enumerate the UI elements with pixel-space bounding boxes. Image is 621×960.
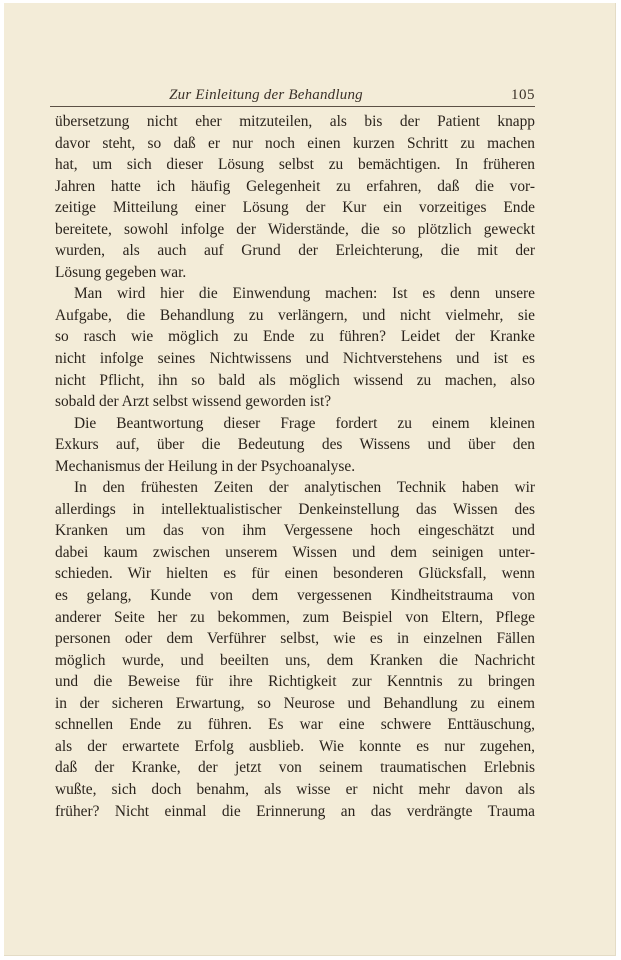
text-line: Man wird hier die Einwendung machen: Ist es denn unsere (74, 285, 535, 303)
text-line: dabei kaum zwischen unserem Wissen und dem seinigen unter- (55, 543, 535, 561)
text-line: so rasch wie möglich zu Ende zu führen? Leidet der Kranke (55, 328, 535, 346)
text-line: Mechanismus der Heilung in der Psychoanalyse. (55, 457, 356, 475)
text-line: sobald der Arzt selbst wissend geworden ist? (55, 393, 332, 411)
text-line: als der erwartete Erfolg ausblieb. Wie konnte es nur zugehen, (55, 737, 535, 755)
text-line: daß der Kranke, der jetzt von seinem traumatischen Erlebnis (55, 759, 535, 777)
text-line: hat, um sich dieser Lösung selbst zu bemächtigen. In früheren (55, 156, 535, 174)
text-line: nicht Pflicht, ihn so bald als möglich wissend zu machen, also (55, 371, 535, 389)
text-line: wußte, sich doch benahm, als wisse er nicht mehr davon als (55, 780, 535, 798)
text-line: personen oder dem Verführer selbst, wie es in einzelnen Fällen (55, 630, 535, 648)
text-line: zeitige Mitteilung einer Lösung der Kur ein vorzeitiges Ende (55, 199, 535, 217)
text-line: Kranken um das von ihm Vergessene hoch eingeschätzt und (55, 522, 535, 540)
text-line: möglich wurde, und beeilten uns, dem Kranken die Nachricht (55, 651, 535, 669)
text-line: früher? Nicht einmal die Erinnerung an das verdrängte Trauma (55, 802, 535, 820)
text-line: anderer Seite her zu bekommen, zum Beispiel von Eltern, Pflege (55, 608, 535, 626)
text-line: Lösung gegeben war. (55, 263, 187, 281)
text-line: übersetzung nicht eher mitzuteilen, als bis der Patient knapp (55, 113, 535, 130)
text-line: es gelang, Kunde von dem vergessenen Kindheitstrauma von (55, 587, 535, 605)
text-line: Aufgabe, die Behandlung zu verlängern, und nicht vielmehr, sie (55, 306, 535, 324)
header-rule (50, 106, 535, 107)
body-text (55, 111, 535, 822)
text-line: In den frühesten Zeiten der analytischen Technik haben wir (74, 479, 535, 497)
text-line: wurden, als auch auf Grund der Erleichterung, die mit der (55, 242, 535, 260)
text-line: und die Beweise für ihre Richtigkeit zur Kenntnis zu bringen (55, 673, 535, 691)
text-line: allerdings in intellektualistischer Denkeinstellung das Wissen des (55, 500, 535, 518)
running-head (50, 85, 535, 107)
text-line: schieden. Wir hielten es für einen besonderen Glücksfall, wenn (55, 565, 535, 583)
running-head-title: Zur Einleitung der Behandlung (169, 87, 363, 103)
text-line: nicht infolge seines Nichtwissens und Nichtverstehens und ist es (55, 350, 535, 368)
text-line: davor steht, so daß er nur noch einen kurzen Schritt zu machen (55, 134, 535, 152)
text-line: schnellen Ende zu führen. Es war eine schwere Enttäuschung, (55, 716, 535, 734)
book-page (4, 3, 616, 956)
page-number: 105 (511, 87, 535, 103)
text-line: bereitete, sowohl infolge der Widerstände, die so plötzlich geweckt (55, 220, 535, 238)
text-line: in der sicheren Erwartung, so Neurose und Behandlung zu einem (55, 694, 535, 712)
text-line: Exkurs auf, über die Bedeutung des Wissens und über den (55, 436, 535, 454)
text-line: Jahren hatte ich häufig Gelegenheit zu erfahren, daß die vor- (55, 177, 535, 195)
text-line: Die Beantwortung dieser Frage fordert zu einem kleinen (74, 414, 535, 432)
